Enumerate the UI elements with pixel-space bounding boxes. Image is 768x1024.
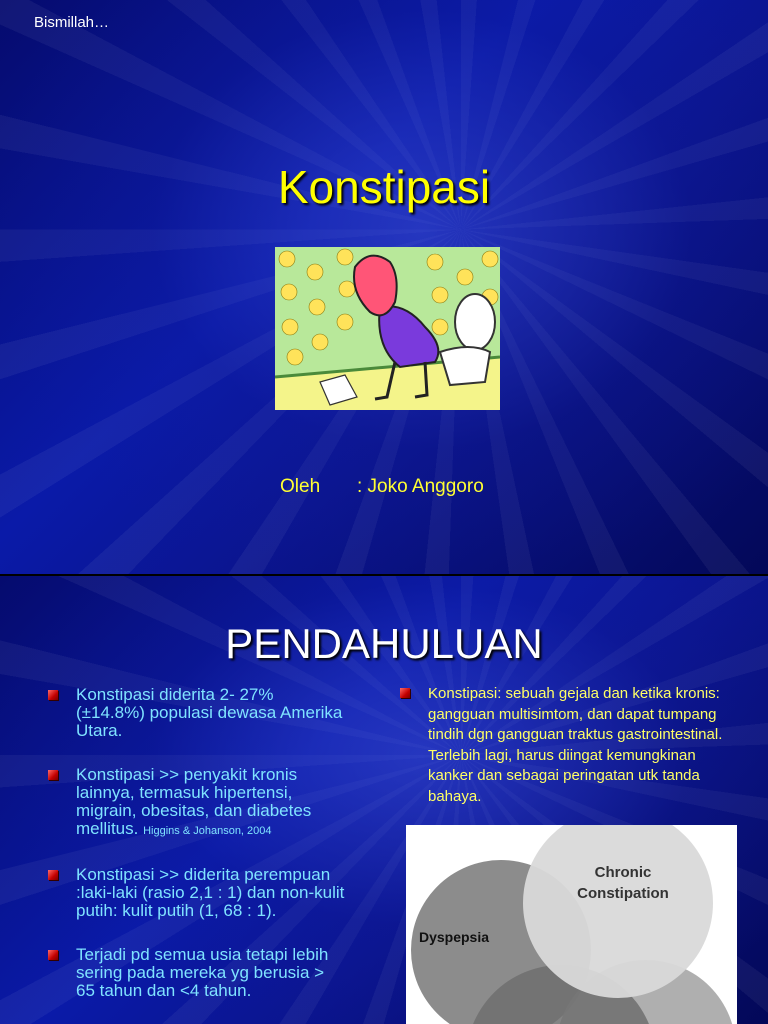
list-item: Konstipasi: sebuah gejala dan ketika kronis: gangguan multisimtom, dan dapat tumpang tindih dgn gangguan traktus gastrointestinal. Terlebih lagi, harus diingat kemungkinan kanker dan sebagai peringatan utk tanda bahaya. xyxy=(398,684,738,807)
venn-diagram xyxy=(406,825,737,1024)
list-item: Konstipasi >> diderita perempuan :laki-laki (rasio 2,1 : 1) dan non-kulit putih: kulit putih (1, 68 : 1). xyxy=(46,866,346,920)
left-bullet-list xyxy=(46,686,346,1024)
bullet-icon xyxy=(48,950,58,960)
byline xyxy=(280,476,484,498)
citation: Higgins & Johanson, 2004 xyxy=(143,825,272,837)
bullet-icon xyxy=(48,770,58,780)
list-item: Terjadi pd semua usia tetapi lebih sering pada mereka yg berusia > 65 tahun dan <4 tahun. xyxy=(46,946,346,1000)
venn-label-constipation: Constipation xyxy=(577,885,669,902)
list-item: Konstipasi >> penyakit kronis lainnya, termasuk hipertensi, migrain, obesitas, dan diabetes mellitus. Higgins & Johanson, 2004 xyxy=(46,766,346,840)
bullet-icon xyxy=(48,870,58,880)
top-note: Bismillah… xyxy=(34,14,110,31)
byline-label: Oleh xyxy=(280,476,321,497)
byline-author: : Joko Anggoro xyxy=(357,476,484,497)
constipation-cartoon-image xyxy=(275,247,500,410)
slide-title: PENDAHULUAN xyxy=(225,620,543,667)
venn-diagram-graphic xyxy=(406,825,737,1024)
bullet-icon xyxy=(400,688,410,698)
venn-label-dyspepsia: Dyspepsia xyxy=(418,929,490,945)
slide-title: Konstipasi xyxy=(277,161,491,213)
bullet-icon xyxy=(48,690,58,700)
venn-label-chronic: Chronic xyxy=(594,864,652,881)
list-item: Konstipasi diderita 2- 27% (±14.8%) populasi dewasa Amerika Utara. xyxy=(46,686,346,740)
right-bullet-list xyxy=(398,684,738,807)
content-slide xyxy=(0,576,768,1024)
